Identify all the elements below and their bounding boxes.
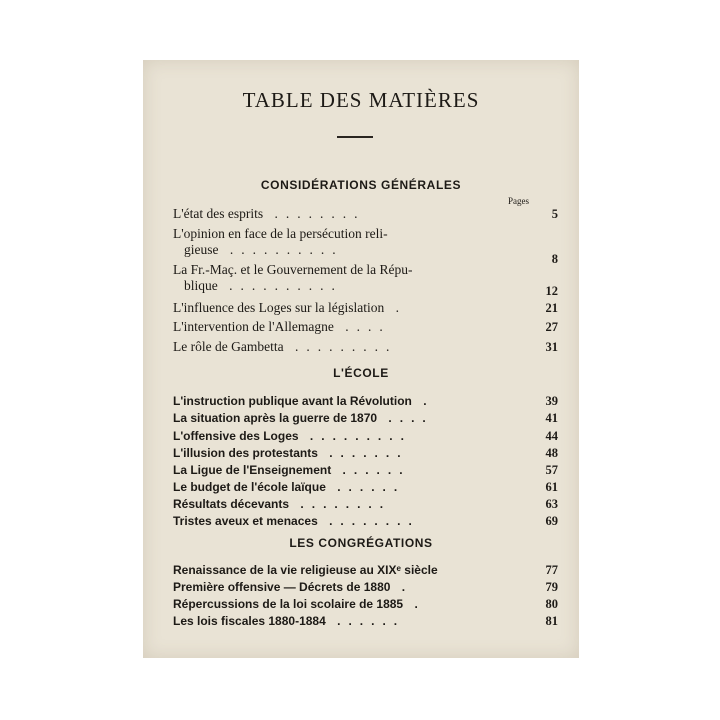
toc-entry (173, 206, 558, 222)
toc-entry-title-continued: gieuse (184, 242, 219, 257)
toc-entry-title: L'illusion des protestants (173, 446, 318, 460)
toc-entry (173, 300, 558, 316)
toc-entry (173, 479, 558, 495)
toc-entry-title: L'état des esprits (173, 206, 264, 221)
toc-entry-page: 79 (545, 580, 558, 594)
toc-entry-title: L'offensive des Loges (173, 429, 299, 443)
leader-dots: . (384, 300, 407, 315)
toc-entry-page: 57 (545, 463, 558, 477)
leader-dots: .... (377, 411, 434, 425)
toc-entry (173, 262, 558, 298)
toc-entry-page: 31 (545, 340, 558, 354)
toc-entry (173, 410, 558, 426)
toc-entry-title: Le budget de l'école laïque (173, 480, 326, 494)
toc-entry-title: Les lois fiscales 1880-1884 (173, 614, 326, 628)
toc-entry (173, 319, 558, 335)
toc-entry-title: Tristes aveux et menaces (173, 514, 318, 528)
toc-entry-title: La Fr.-Maç. et le Gouvernement de la Répu- (173, 262, 413, 277)
toc-entry (173, 496, 558, 512)
toc-entry-page: 61 (545, 480, 558, 494)
leader-dots: ........ (317, 514, 420, 528)
toc-entry-title: Le rôle de Gambetta (173, 339, 284, 354)
toc-entry-page: 41 (545, 411, 558, 425)
toc-entry-page: 21 (545, 301, 558, 315)
toc-entry (173, 596, 558, 612)
leader-dots: ...... (325, 480, 406, 494)
toc-entry-title: Première offensive — Décrets de 1880 (173, 580, 391, 594)
toc-entry (173, 613, 558, 629)
toc-entry (173, 339, 558, 355)
toc-entry (173, 226, 558, 266)
toc-entry-page: 63 (545, 497, 558, 511)
page-title: TABLE DES MATIÈRES (242, 88, 480, 112)
toc-entry-title: Renaissance de la vie religieuse au XIXᵉ siècle (173, 563, 438, 577)
book-page (143, 60, 579, 658)
toc-entry-page: 81 (545, 614, 558, 628)
toc-entry (173, 428, 558, 444)
title-rule (337, 136, 373, 138)
toc-entry-title: L'influence des Loges sur la législation (173, 300, 385, 315)
toc-entry-title: La situation après la guerre de 1870 (173, 411, 378, 425)
toc-entry (173, 393, 558, 409)
toc-entry-title: Répercussions de la loi scolaire de 1885 (173, 597, 404, 611)
section-heading-ecole: L'ÉCOLE (333, 366, 389, 380)
toc-entry (173, 462, 558, 478)
toc-entry-page: 5 (551, 207, 558, 221)
leader-dots: ........ (289, 497, 392, 511)
toc-entry-page: 39 (545, 394, 558, 408)
toc-entry-page: 77 (545, 563, 558, 577)
leader-dots: ...... (325, 614, 406, 628)
leader-dots: ........ (263, 206, 366, 221)
leader-dots: .... (333, 319, 391, 334)
toc-entry (173, 579, 558, 595)
toc-entry-page: 80 (545, 597, 558, 611)
toc-entry (173, 513, 558, 529)
toc-entry (173, 562, 558, 578)
leader-dots: ...... (331, 463, 411, 477)
leader-dots: .......... (217, 278, 343, 293)
leader-dots: . (403, 597, 426, 611)
leader-dots: ....... (317, 446, 409, 460)
leader-dots: ......... (298, 429, 412, 443)
pages-column-label: Pages (508, 196, 529, 206)
toc-entry-page: 27 (545, 320, 558, 334)
toc-entry-title: La Ligue de l'Enseignement (173, 463, 332, 477)
toc-entry-page: 48 (545, 446, 558, 460)
toc-entry-title: L'instruction publique avant la Révolution (173, 394, 412, 408)
leader-dots: . (411, 394, 435, 408)
toc-entry (173, 445, 558, 461)
toc-entry-page: 8 (551, 252, 558, 266)
toc-entry-page: 12 (545, 284, 558, 298)
section-heading-congregations: LES CONGRÉGATIONS (289, 536, 433, 550)
toc-entry-page: 44 (545, 429, 558, 443)
leader-dots: .......... (218, 242, 344, 257)
section-heading-considerations: CONSIDÉRATIONS GÉNÉRALES (260, 178, 462, 192)
toc-entry-title: L'intervention de l'Allemagne (173, 319, 334, 334)
toc-entry-title: Résultats décevants (173, 497, 290, 511)
leader-dots: ......... (283, 339, 398, 354)
leader-dots: . (390, 580, 414, 594)
toc-entry-page: 69 (545, 514, 558, 528)
toc-entry-title: L'opinion en face de la persécution reli- (173, 226, 388, 241)
toc-entry-title-continued: blique (184, 278, 218, 293)
